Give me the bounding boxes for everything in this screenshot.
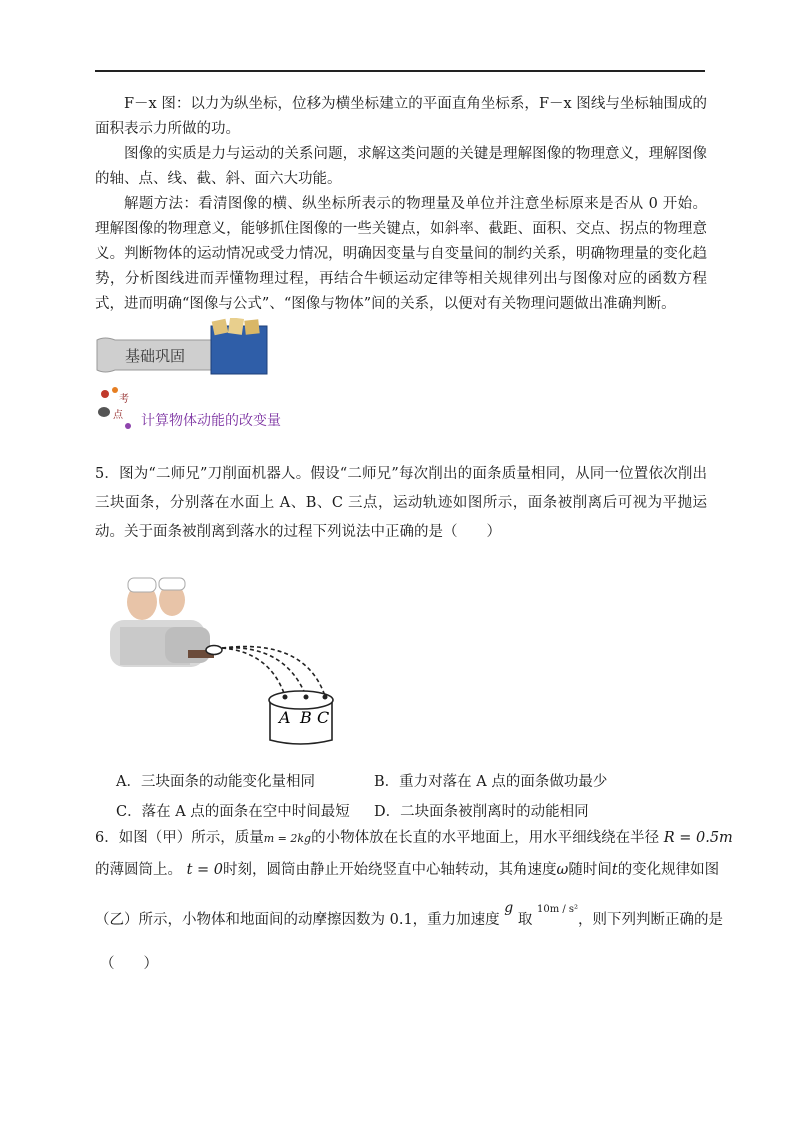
q6-text: 的变化规律如图 [617,862,720,878]
question-6-line-3 [95,900,724,934]
topic-badge-bottom: 点 [113,410,123,421]
paragraph-fx-graph: F－x 图：以力为纵坐标，位移为横坐标建立的平面直角坐标系，F－x 图线与坐标轴围成的面积表示力所做的功。 [95,96,707,137]
q6-omega: ω [556,862,569,878]
label-A: A [279,708,291,727]
q6-gval: 10m / s² [536,904,579,915]
q6-text: ，则下列判断正确的是 [578,912,724,928]
topic-heading [95,384,395,434]
option-a: A．三块面条的动能变化量相同 [116,774,315,790]
topic-badge-top: 考 [119,394,129,405]
q6-text: 随时间 [568,862,612,878]
q6-radius: R = 0.5m [663,830,733,846]
q6-mass: m = 2kg [263,832,312,845]
question-5-text: 5．图为“二师兄”刀削面机器人。假设“二师兄”每次削出的面条质量相同，从同一位置依次削出三块面条，分别落在水面上 A、B、C 三点，运动轨迹如图所示，面条被削离后可视为平抛运动。关于面条被削离到落水的过程下列说法中正确的是（ ） [95,466,707,540]
option-d: D．二块面条被削离时的动能相同 [374,804,589,820]
q6-g: g [504,900,514,916]
noodle-robot-figure [110,572,360,747]
question-6-blank: （ ） [100,956,158,972]
q6-t: t [611,862,618,878]
topic-text: 计算物体动能的改变量 [141,413,281,429]
q6-text: 时刻，圆筒由静止开始绕竖直中心轴转动，其角速度 [223,862,557,878]
question-6-line-2 [95,858,719,883]
topic-badge-icon [95,384,139,434]
robot-chef-image [110,578,214,667]
paragraph-graph-essence: 图像的实质是力与运动的关系问题，求解这类问题的关键是理解图像的物理意义，理解图像的轴、点、线、截、斜、面六大功能。 [95,146,707,187]
q6-t0: t = 0 [186,862,224,878]
paragraph-solution-method: 解题方法：看清图像的横、纵坐标所表示的物理量及单位并注意坐标原来是否从 0 开始。理解图像的物理意义，能够抓住图像的一些关键点，如斜率、截距、面积、交点、拐点的物理意义。判断物体的运动情况或受力情况，明确因变量与自变量间的制约关系，明确物理量的变化趋势，分析图线进而弄懂物理过程，再结合牛顿运动定律等相关规律列出与图像对应的函数方程式，进而明确“图像与公式”、“图像与物体”间的关系，以便对有关物理问题做出准确判断。 [95,196,707,312]
banner-text: 基础巩固 [124,347,186,365]
label-B: B [300,708,312,727]
option-b: B．重力对落在 A 点的面条做功最少 [374,774,608,790]
header-rule [95,70,705,72]
q6-text: 6．如图（甲）所示，质量 [95,830,264,846]
question-6-line-1 [95,826,733,851]
option-c: C．落在 A 点的面条在空中时间最短 [116,804,350,820]
q6-text: 的小物体放在长直的水平地面上，用水平细线绕在半径 [311,830,660,846]
section-banner [95,318,275,376]
q6-text: 的薄圆筒上。 [95,862,182,878]
q6-text: 取 [517,912,533,928]
label-C: C [317,708,330,727]
q6-text: （乙）所示，小物体和地面间的动摩擦因数为 0.1，重力加速度 [95,912,500,928]
